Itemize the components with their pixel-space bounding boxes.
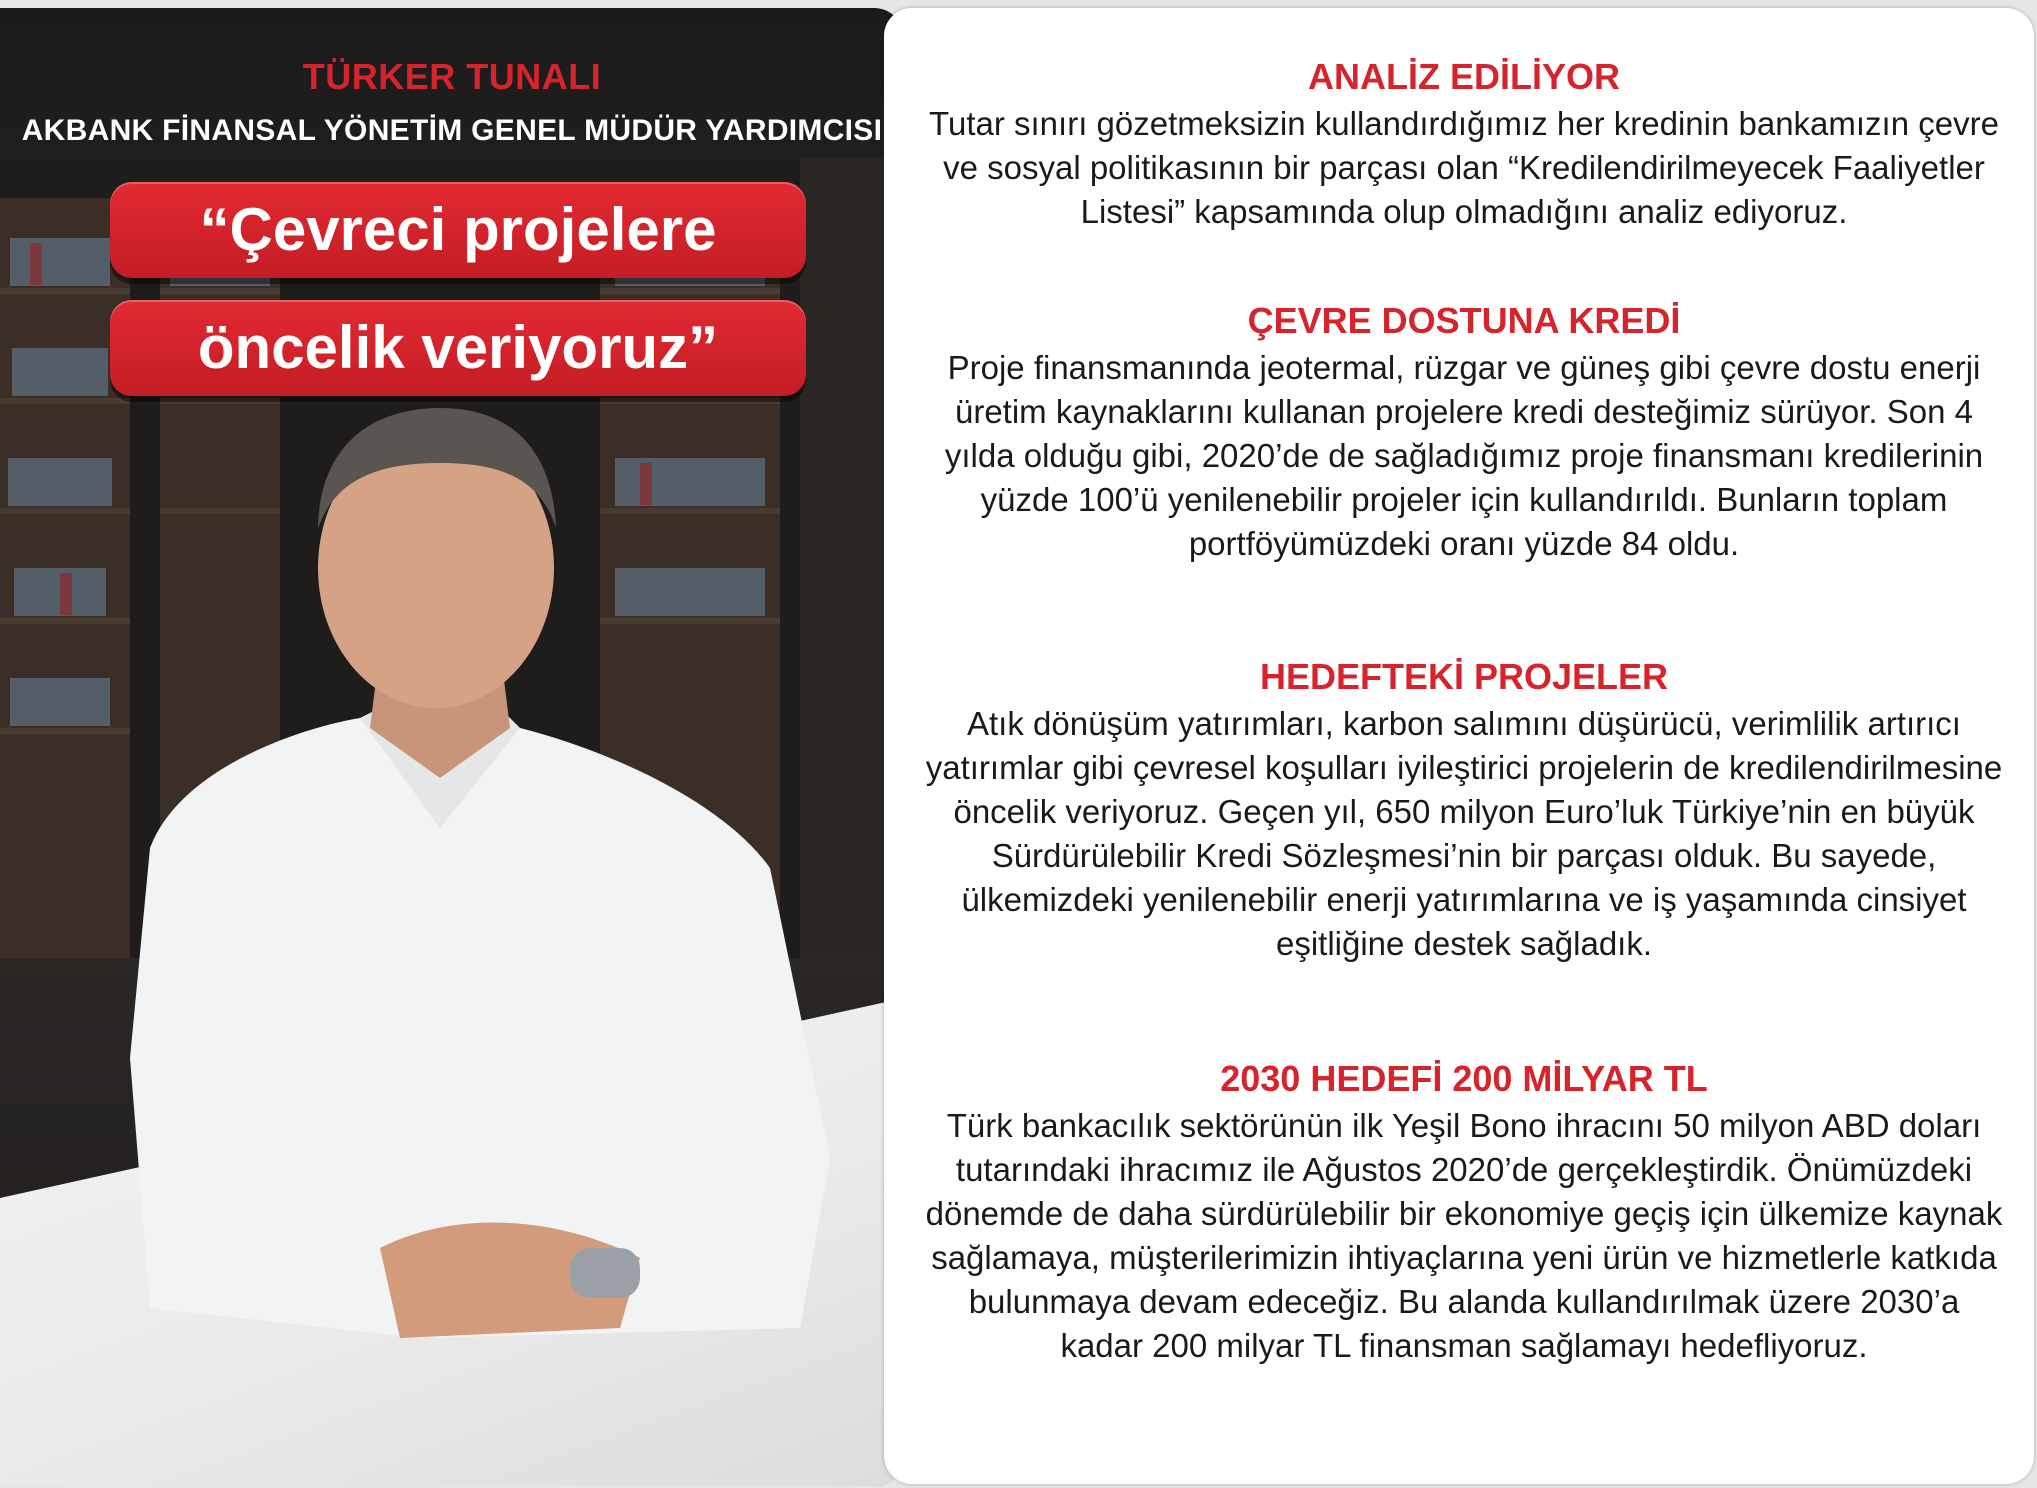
section-heading: ÇEVRE DOSTUNA KREDİ [1247, 300, 1681, 341]
section-body: Tutar sınırı gözetmeksizin kullandırdığımız her kredinin bankamızın çevre ve sosyal politikasının bir parçası olan “Kredilendirilmeyecek Faaliyetler Listesi” kapsamında olup olmadığını analiz ediyoruz. [929, 105, 1999, 230]
section-heading: HEDEFTEKİ PROJELER [1259, 656, 1669, 697]
quote-banner-line2: öncelik veriyoruz” [110, 300, 806, 396]
section-heading: ANALİZ EDİLİYOR [1308, 56, 1620, 97]
section-body: Türk bankacılık sektörünün ilk Yeşil Bono ihracını 50 milyon ABD doları tutarındaki ihracımız ile Ağustos 2020’de gerçekleştirdik. Önümüzdeki dönemde de daha sürdürülebilir bir ekonomiye geçiş için ülkemize kaynak sağlamaya, müşterilerimizin ihtiyaçlarına yeni ürün ve hizmetlerle katkıda bulunmaya devam edeceğiz. Bu alanda kullandırılmak üzere 2030’a kadar 200 milyar TL finansman sağlamayı hedefliyoruz. [925, 1107, 2003, 1364]
section-cevre-dostuna-kredi [924, 300, 2004, 566]
section-analiz [924, 56, 2004, 234]
section-heading: 2030 HEDEFİ 200 MİLYAR TL [1220, 1058, 1708, 1099]
section-body: Proje finansmanında jeotermal, rüzgar ve güneş gibi çevre dostu enerji üretim kaynaklarını kullanan projelere kredi desteğimiz sürüyor. Son 4 yılda olduğu gibi, 2020’de de sağladığımız proje finansmanı kredilerinin yüzde 100’ü yenilenebilir projeler için kullandırıldı. Bunların toplam portföyümüzdeki oranı yüzde 84 oldu. [944, 349, 1984, 562]
section-hedefteki-projeler [924, 656, 2004, 966]
section-body: Atık dönüşüm yatırımları, karbon salımını düşürücü, verimlilik artırıcı yatırımlar gibi çevresel koşulları iyileştirici projelerin de kredilendirilmesine öncelik veriyoruz. Geçen yıl, 650 milyon Euro’luk Türkiye’nin en büyük Sürdürülebilir Kredi Sözleşmesi’nin bir parçası olduk. Bu sayede, ülkemizdeki yenilenebilir enerji yatırımlarına ve iş yaşamında cinsiyet eşitliğine destek sağladık. [925, 705, 2003, 962]
person-name: TÜRKER TUNALI [302, 56, 602, 97]
article-text-panel [884, 8, 2034, 1484]
quote-banner-line1: “Çevreci projelere [110, 182, 806, 278]
portrait-photo-card [0, 8, 904, 1486]
section-2030-hedefi [924, 1058, 2004, 1368]
person-title: AKBANK FİNANSAL YÖNETİM GENEL MÜDÜR YARDIMCISI [21, 114, 883, 147]
